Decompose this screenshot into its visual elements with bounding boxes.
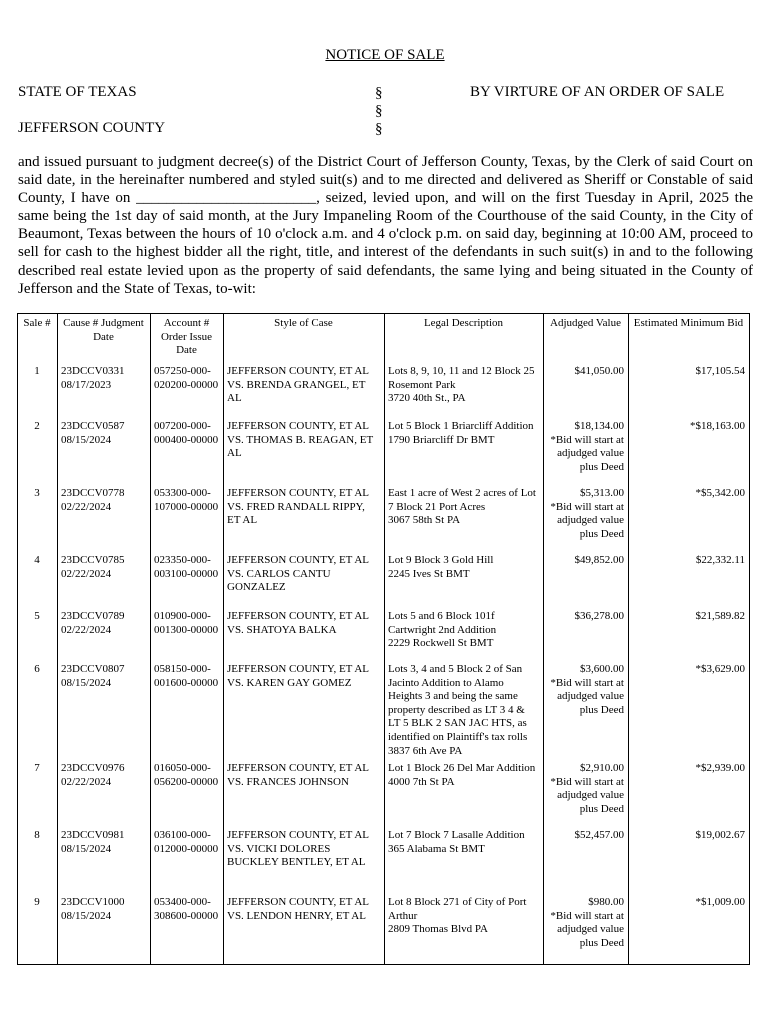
judgment-date: 02/22/2024	[61, 567, 112, 580]
adjudged-value: $980.00	[588, 896, 624, 909]
judgment-date: 08/15/2024	[61, 909, 112, 922]
cause-cell	[58, 608, 151, 661]
cause-number: 23DCCV0785	[61, 554, 125, 566]
adjudged-cell	[544, 894, 629, 964]
cause-cell	[58, 485, 151, 552]
section-mark: §	[375, 103, 383, 119]
adjudged-note: *Bid will start at adjudged value plus Deed	[550, 676, 624, 716]
table-row	[18, 485, 750, 552]
judgment-date: 02/22/2024	[61, 500, 112, 513]
header-minimum-bid: Estimated Minimum Bid	[629, 314, 750, 364]
legal-description: Lot 7 Block 7 Lasalle Addition 365 Alabama St BMT	[385, 827, 544, 894]
order-of-sale-label: BY VIRTURE OF AN ORDER OF SALE	[470, 84, 725, 100]
adjudged-cell	[544, 552, 629, 608]
judgment-date: 02/22/2024	[61, 623, 112, 636]
notice-body: and issued pursuant to judgment decree(s) of the District Court of Jefferson County, Texas, by the Clerk of said Court on said date, in the hereinafter numbered and styled suit(s) and to me directed and delivered as Sheriff or Constable of said County, I have on ________________________, seized, levied upon, and will on the first Tuesday in April, 2025 the same being the 1st day of said month, at the Jury Impaneling Room of the Courthouse of the said County, in the City of Beaumont, Texas between the hours of 10 o'clock a.m. and 4 o'clock p.m. on said day, beginning at 10:00 AM, proceed to sell for cash to the highest bidder all the right, title, and interest of the defendants in such suit(s) in and to the following described real estate levied upon as the property of said defendants, the same lying and being situated in the County of Jefferson and the State of Texas, to-wit:	[18, 154, 753, 297]
judgment-date: 08/15/2024	[61, 433, 112, 446]
header-adjudged-value: Adjudged Value	[544, 314, 629, 364]
account-number: 058150-000-001600-00000	[151, 661, 224, 760]
table-row	[18, 363, 750, 418]
table-row	[18, 418, 750, 485]
style-of-case: JEFFERSON COUNTY, ET AL VS. FRED RANDALL RIPPY, ET AL	[224, 485, 385, 552]
legal-description: Lots 8, 9, 10, 11 and 12 Block 25 Rosemont Park 3720 40th St., PA	[385, 363, 544, 418]
account-number: 010900-000-001300-00000	[151, 608, 224, 661]
header-cause-number: Cause # Judgment Date	[58, 314, 151, 364]
adjudged-note: *Bid will start at adjudged value plus Deed	[550, 909, 624, 949]
style-of-case: JEFFERSON COUNTY, ET AL VS. FRANCES JOHNSON	[224, 760, 385, 827]
minimum-bid: *$1,009.00	[629, 894, 750, 964]
judgment-date: 08/15/2024	[61, 676, 112, 689]
section-mark: §	[375, 85, 383, 101]
adjudged-value: $36,278.00	[574, 610, 624, 622]
adjudged-cell	[544, 485, 629, 552]
adjudged-value: $5,313.00	[580, 487, 624, 499]
adjudged-value: $41,050.00	[574, 365, 624, 377]
table-row	[18, 827, 750, 894]
style-of-case: JEFFERSON COUNTY, ET AL VS. CARLOS CANTU GONZALEZ	[224, 552, 385, 608]
style-of-case: JEFFERSON COUNTY, ET AL VS. KAREN GAY GOMEZ	[224, 661, 385, 760]
minimum-bid: $19,002.67	[629, 827, 750, 894]
cause-cell	[58, 363, 151, 418]
adjudged-cell	[544, 827, 629, 894]
page-title: NOTICE OF SALE	[325, 47, 445, 63]
adjudged-note: *Bid will start at adjudged value plus Deed	[550, 500, 624, 540]
cause-number: 23DCCV1000	[61, 896, 125, 909]
account-number: 053400-000-308600-00000	[151, 894, 224, 964]
account-number: 053300-000-107000-00000	[151, 485, 224, 552]
style-of-case: JEFFERSON COUNTY, ET AL VS. SHATOYA BALKA	[224, 608, 385, 661]
adjudged-cell	[544, 661, 629, 760]
table-row	[18, 760, 750, 827]
cause-cell	[58, 661, 151, 760]
account-number: 007200-000-000400-00000	[151, 418, 224, 485]
cause-number: 23DCCV0587	[61, 420, 125, 432]
cause-cell	[58, 894, 151, 964]
sale-number: 5	[18, 608, 58, 661]
legal-description: Lots 5 and 6 Block 101f Cartwright 2nd Addition 2229 Rockwell St BMT	[385, 608, 544, 661]
sale-number: 2	[18, 418, 58, 485]
sale-number: 3	[18, 485, 58, 552]
minimum-bid: *$18,163.00	[629, 418, 750, 485]
style-of-case: JEFFERSON COUNTY, ET AL VS. THOMAS B. REAGAN, ET AL	[224, 418, 385, 485]
minimum-bid: $17,105.54	[629, 363, 750, 418]
cause-number: 23DCCV0789	[61, 610, 125, 622]
section-mark: §	[375, 121, 383, 137]
cause-number: 23DCCV0807	[61, 663, 125, 675]
state-label: STATE OF TEXAS	[18, 84, 137, 100]
adjudged-value: $18,134.00	[574, 420, 624, 432]
legal-description: Lots 3, 4 and 5 Block 2 of San Jacinto Addition to Alamo Heights 3 and being the same property described as LT 3 4 & LT 5 BLK 2 SAN JAC HTS, as identified on Plaintiff's tax rolls 3837 6th Ave PA	[385, 661, 544, 760]
adjudged-note: *Bid will start at adjudged value plus Deed	[550, 775, 624, 815]
legal-description: Lot 8 Block 271 of City of Port Arthur 2809 Thomas Blvd PA	[385, 894, 544, 964]
minimum-bid: *$5,342.00	[629, 485, 750, 552]
adjudged-cell	[544, 760, 629, 827]
style-of-case: JEFFERSON COUNTY, ET AL VS. LENDON HENRY, ET AL	[224, 894, 385, 964]
style-of-case: JEFFERSON COUNTY, ET AL VS. VICKI DOLORES BUCKLEY BENTLEY, ET AL	[224, 827, 385, 894]
sale-number: 7	[18, 760, 58, 827]
judgment-date: 08/17/2023	[61, 378, 112, 391]
sale-table	[17, 313, 750, 965]
sale-number: 6	[18, 661, 58, 760]
judgment-date: 08/15/2024	[61, 842, 112, 855]
account-number: 016050-000-056200-00000	[151, 760, 224, 827]
cause-cell	[58, 418, 151, 485]
sale-number: 9	[18, 894, 58, 964]
table-row	[18, 552, 750, 608]
sale-number: 4	[18, 552, 58, 608]
table-header-row	[18, 314, 750, 364]
header-style-of-case: Style of Case	[224, 314, 385, 364]
account-number: 023350-000-003100-00000	[151, 552, 224, 608]
adjudged-note: *Bid will start at adjudged value plus Deed	[550, 433, 624, 473]
adjudged-cell	[544, 363, 629, 418]
account-number: 057250-000-020200-00000	[151, 363, 224, 418]
adjudged-value: $3,600.00	[580, 663, 624, 675]
minimum-bid: $21,589.82	[629, 608, 750, 661]
header-legal-description: Legal Description	[385, 314, 544, 364]
adjudged-cell	[544, 418, 629, 485]
cause-cell	[58, 760, 151, 827]
table-row	[18, 894, 750, 964]
cause-cell	[58, 552, 151, 608]
sale-number: 8	[18, 827, 58, 894]
sale-number: 1	[18, 363, 58, 418]
cause-number: 23DCCV0981	[61, 829, 125, 842]
adjudged-cell	[544, 608, 629, 661]
table-row	[18, 661, 750, 760]
header-sale-number: Sale #	[18, 314, 58, 364]
legal-description: Lot 9 Block 3 Gold Hill 2245 Ives St BMT	[385, 552, 544, 608]
cause-number: 23DCCV0331	[61, 365, 125, 377]
minimum-bid: *$3,629.00	[629, 661, 750, 760]
cause-cell	[58, 827, 151, 894]
cause-number: 23DCCV0976	[61, 762, 125, 775]
legal-description: East 1 acre of West 2 acres of Lot 7 Block 21 Port Acres 3067 58th St PA	[385, 485, 544, 552]
legal-description: Lot 5 Block 1 Briarcliff Addition 1790 Briarcliff Dr BMT	[385, 418, 544, 485]
style-of-case: JEFFERSON COUNTY, ET AL VS. BRENDA GRANGEL, ET AL	[224, 363, 385, 418]
adjudged-value: $2,910.00	[580, 762, 624, 775]
minimum-bid: $22,332.11	[629, 552, 750, 608]
adjudged-value: $49,852.00	[574, 554, 624, 566]
legal-description: Lot 1 Block 26 Del Mar Addition 4000 7th St PA	[385, 760, 544, 827]
minimum-bid: *$2,939.00	[629, 760, 750, 827]
cause-number: 23DCCV0778	[61, 487, 125, 499]
judgment-date: 02/22/2024	[61, 775, 112, 788]
account-number: 036100-000-012000-00000	[151, 827, 224, 894]
table-row	[18, 608, 750, 661]
county-label: JEFFERSON COUNTY	[18, 120, 166, 136]
adjudged-value: $52,457.00	[574, 829, 624, 842]
header-account-number: Account # Order Issue Date	[151, 314, 224, 364]
